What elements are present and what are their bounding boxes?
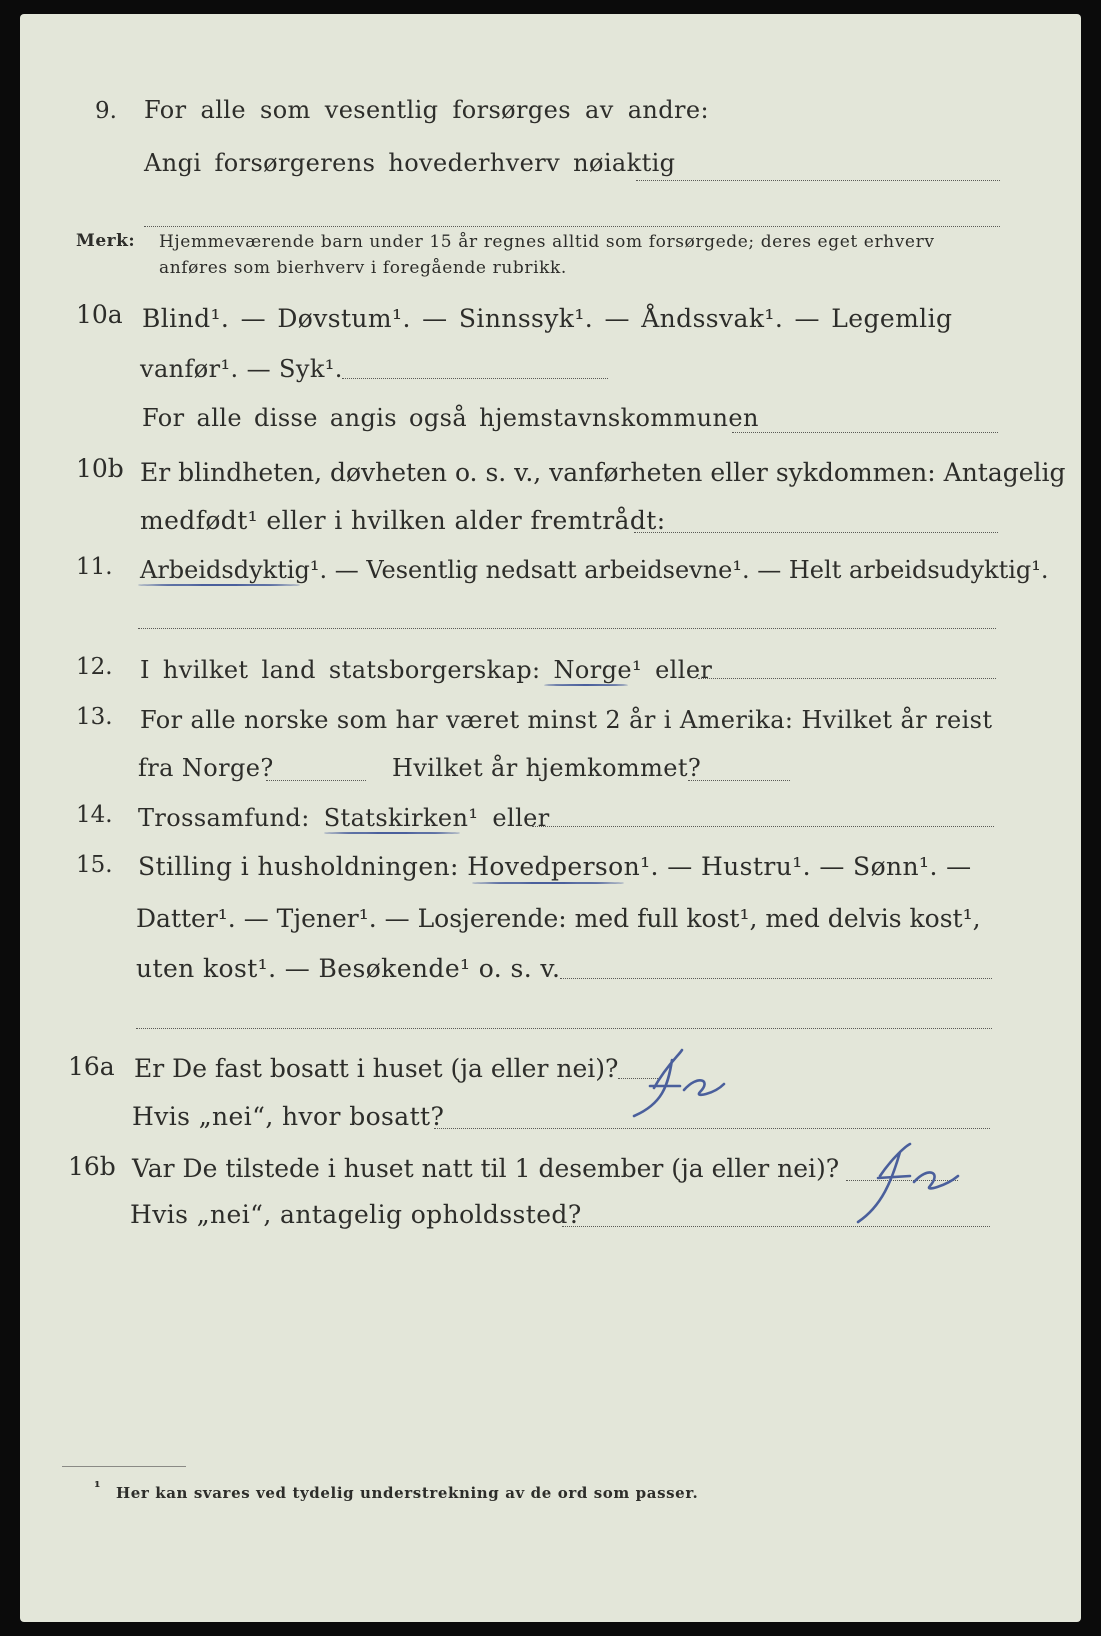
q13-line1: For alle norske som har været minst 2 år i Amerika: Hvilket år reist — [140, 706, 993, 734]
q9-line2: Angi forsørgerens hovederhverv nøiaktig — [144, 149, 676, 177]
q15-number: 15. — [76, 852, 113, 878]
q13-line2b: Hvilket år hjemkommet? — [392, 754, 702, 782]
q10a-number: 10a — [76, 300, 123, 329]
q16a-bosatt-line — [434, 1128, 990, 1129]
q16b-line2: Hvis „nei“, antagelig opholdssted? — [130, 1200, 582, 1229]
q15-answer-line-2 — [136, 1028, 992, 1029]
q14-number: 14. — [76, 802, 113, 828]
q15-line3: uten kost¹. — Besøkende¹ o. s. v. — [136, 954, 561, 983]
q13-reist-line — [266, 780, 366, 781]
q11-number: 11. — [76, 554, 113, 580]
q16b-opholdssted-line — [562, 1226, 990, 1227]
q10b-line2: medfødt¹ eller i hvilken alder fremtrådt: — [140, 506, 666, 535]
q15-handwritten-underline — [472, 882, 624, 884]
q10a-line2: vanfør¹. — Syk¹. — [140, 355, 343, 383]
footnote-text: Her kan svares ved tydelig understrekning av de ord som passer. — [116, 1484, 699, 1502]
footnote-mark: ¹ — [94, 1478, 102, 1496]
q14-handwritten-underline — [324, 832, 460, 834]
q14-answer-line — [532, 826, 994, 827]
q12-answer-line — [698, 678, 996, 679]
q13-hjemkommet-line — [688, 780, 790, 781]
merk-line2: anføres som bierhverv i foregående rubrikk. — [159, 258, 567, 278]
q15-answer-line — [560, 978, 992, 979]
q13-number: 13. — [76, 704, 113, 730]
merk-label: Merk: — [76, 231, 136, 251]
q16b-number: 16b — [68, 1152, 116, 1181]
q10a-answer-line — [732, 432, 998, 433]
q16b-handwritten-answer — [836, 1144, 966, 1224]
q9-number: 9. — [95, 98, 117, 124]
q15-line1: Stilling i husholdningen: Hovedperson¹. — Hustru¹. — Sønn¹. — — [138, 852, 972, 881]
q9-answer-line-2 — [144, 226, 1000, 227]
q10b-line1: Er blindheten, døvheten o. s. v., vanførheten eller sykdommen: Antagelig — [140, 458, 1066, 487]
q12-line1: I hvilket land statsborgerskap: Norge¹ eller — [140, 656, 713, 684]
q16a-number: 16a — [68, 1052, 115, 1081]
q15-line2: Datter¹. — Tjener¹. — Losjerende: med full kost¹, med delvis kost¹, — [136, 904, 981, 933]
q11-answer-line — [138, 628, 996, 629]
q16a-line1: Er De fast bosatt i huset (ja eller nei)? — [134, 1054, 619, 1083]
q9-line1: For alle som vesentlig forsørges av andre: — [144, 96, 710, 124]
q12-handwritten-underline — [544, 684, 628, 686]
q16b-line1: Var De tilstede i huset natt til 1 desember (ja eller nei)? — [132, 1154, 840, 1183]
census-form-page — [20, 14, 1081, 1622]
q11-handwritten-underline — [138, 584, 300, 586]
q10a-line3: For alle disse angis også hjemstavnskommunen — [142, 404, 759, 432]
q13-line2a: fra Norge? — [138, 754, 274, 782]
q12-number: 12. — [76, 654, 113, 680]
q16a-handwritten-answer — [620, 1046, 740, 1116]
q10a-syk-line — [342, 378, 608, 379]
q11-line1: Arbeidsdyktig¹. — Vesentlig nedsatt arbeidsevne¹. — Helt arbeidsudyktig¹. — [140, 556, 1049, 584]
q16a-line2: Hvis „nei“, hvor bosatt? — [132, 1102, 445, 1131]
footnote-rule — [62, 1466, 186, 1467]
q10b-answer-line — [634, 532, 998, 533]
merk-line1: Hjemmeværende barn under 15 år regnes alltid som forsørgede; deres eget erhverv — [159, 232, 935, 252]
q10a-line1: Blind¹. — Døvstum¹. — Sinnssyk¹. — Åndssvak¹. — Legemlig — [142, 304, 953, 333]
q14-line1: Trossamfund: Statskirken¹ eller — [138, 804, 550, 832]
q9-answer-line — [636, 180, 1000, 181]
q10b-number: 10b — [76, 454, 124, 483]
